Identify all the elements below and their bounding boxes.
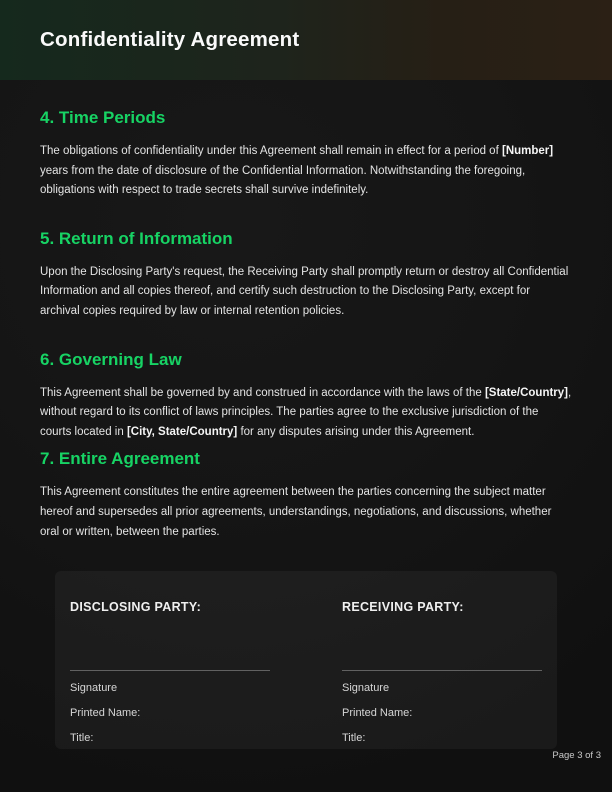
title-label: Title: [342,732,366,745]
disclosing-party-heading: DISCLOSING PARTY: [70,600,202,615]
document-title: Confidentiality Agreement [40,28,300,51]
printed-name-label: Printed Name: [70,707,141,720]
section-heading: 5. Return of Information [40,228,233,248]
section-heading: 7. Entire Agreement [40,449,200,469]
section-entire-agreement [40,449,572,542]
section-return-of-information [40,229,572,322]
section-paragraph: This Agreement shall be governed by and construed in accordance with the laws of the [State/Country], without regard to its conflict of laws principles. The parties agree to the exclusive jurisdiction of the courts located in [City, State/Country] for any disputes arising under this Agreement. [40,386,572,438]
section-paragraph: This Agreement constitutes the entire agreement between the parties concerning the subject matter hereof and supersedes all prior agreements, understandings, negotiations, and discussions, whether oral or written, between the parties. [40,486,552,538]
document-header [0,0,612,80]
signature-line [342,670,542,671]
page-indicator: Page 3 of 3 [552,750,601,761]
section-paragraph: Upon the Disclosing Party's request, the Receiving Party shall promptly return or destroy all Confidential Information and all copies thereof, and certify such destruction to the Disclosing Party, except for archival copies required by law or internal retention policies. [40,265,569,317]
printed-name-label: Printed Name: [342,707,413,720]
title-label: Title: [70,732,94,745]
receiving-party-heading: RECEIVING PARTY: [342,600,464,615]
signature-panel [55,571,557,749]
signature-label: Signature [70,682,118,695]
document-body [0,108,612,749]
signature-line [70,670,270,671]
disclosing-party-column [70,599,270,749]
section-heading: 6. Governing Law [40,349,182,369]
section-governing-law [40,350,572,443]
section-heading: 4. Time Periods [40,108,166,127]
receiving-party-column [342,599,542,749]
signature-label: Signature [342,682,390,695]
section-time-periods [40,108,572,201]
section-paragraph: The obligations of confidentiality under this Agreement shall remain in effect for a period of [Number] years from the date of disclosure of the Confidential Information. Notwithstanding the foregoing, obligations with respect to trade secrets shall survive indefinitely. [40,145,554,197]
